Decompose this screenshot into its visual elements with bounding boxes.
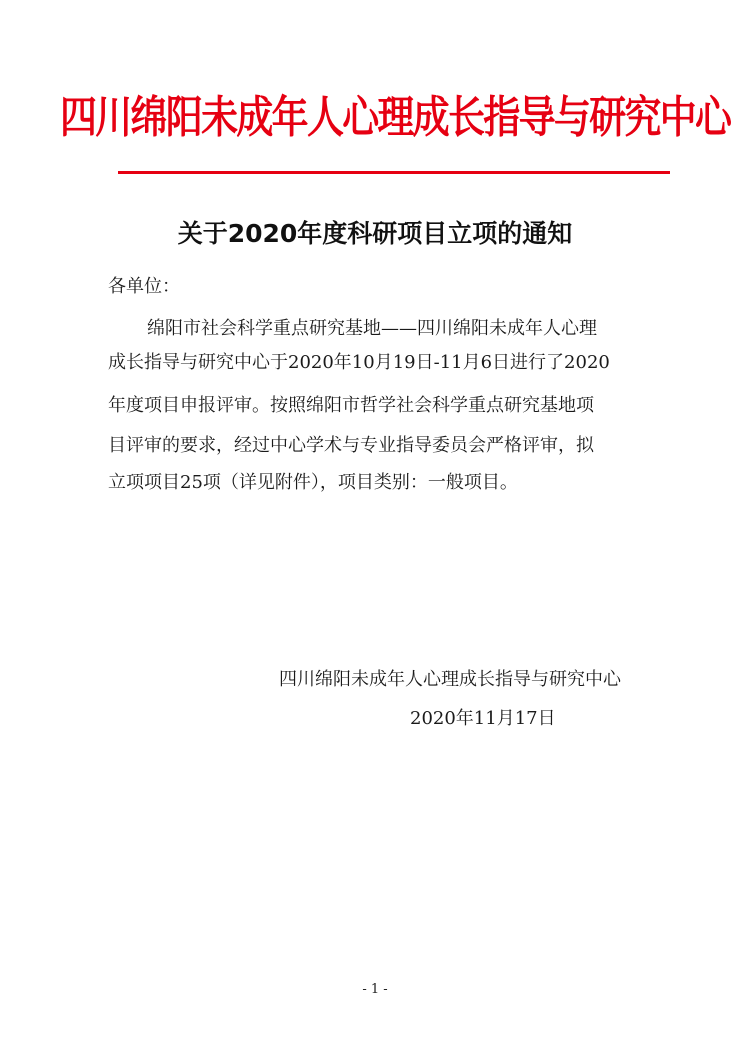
signature-organization: 四川绵阳未成年人心理成长指导与研究中心 xyxy=(279,669,621,690)
body-paragraph-line: 立项项目25项（详见附件），项目类别：一般项目。 xyxy=(108,472,518,493)
letterhead-red-rule xyxy=(118,171,670,174)
letterhead-title: 四川绵阳未成年人心理成长指导与研究中心 xyxy=(60,92,731,143)
body-paragraph-line: 绵阳市社会科学重点研究基地——四川绵阳未成年人心理 xyxy=(147,318,597,339)
signature-date: 2020年11月17日 xyxy=(410,708,556,729)
body-paragraph-line: 成长指导与研究中心于2020年10月19日-11月6日进行了2020 xyxy=(108,352,610,373)
page-number: - 1 - xyxy=(362,982,388,997)
body-paragraph-line: 目评审的要求，经过中心学术与专业指导委员会严格评审，拟 xyxy=(108,435,594,456)
body-paragraph-line: 年度项目申报评审。按照绵阳市哲学社会科学重点研究基地项 xyxy=(108,395,594,416)
notice-title: 关于2020年度科研项目立项的通知 xyxy=(177,219,573,248)
salutation: 各单位： xyxy=(108,276,180,297)
